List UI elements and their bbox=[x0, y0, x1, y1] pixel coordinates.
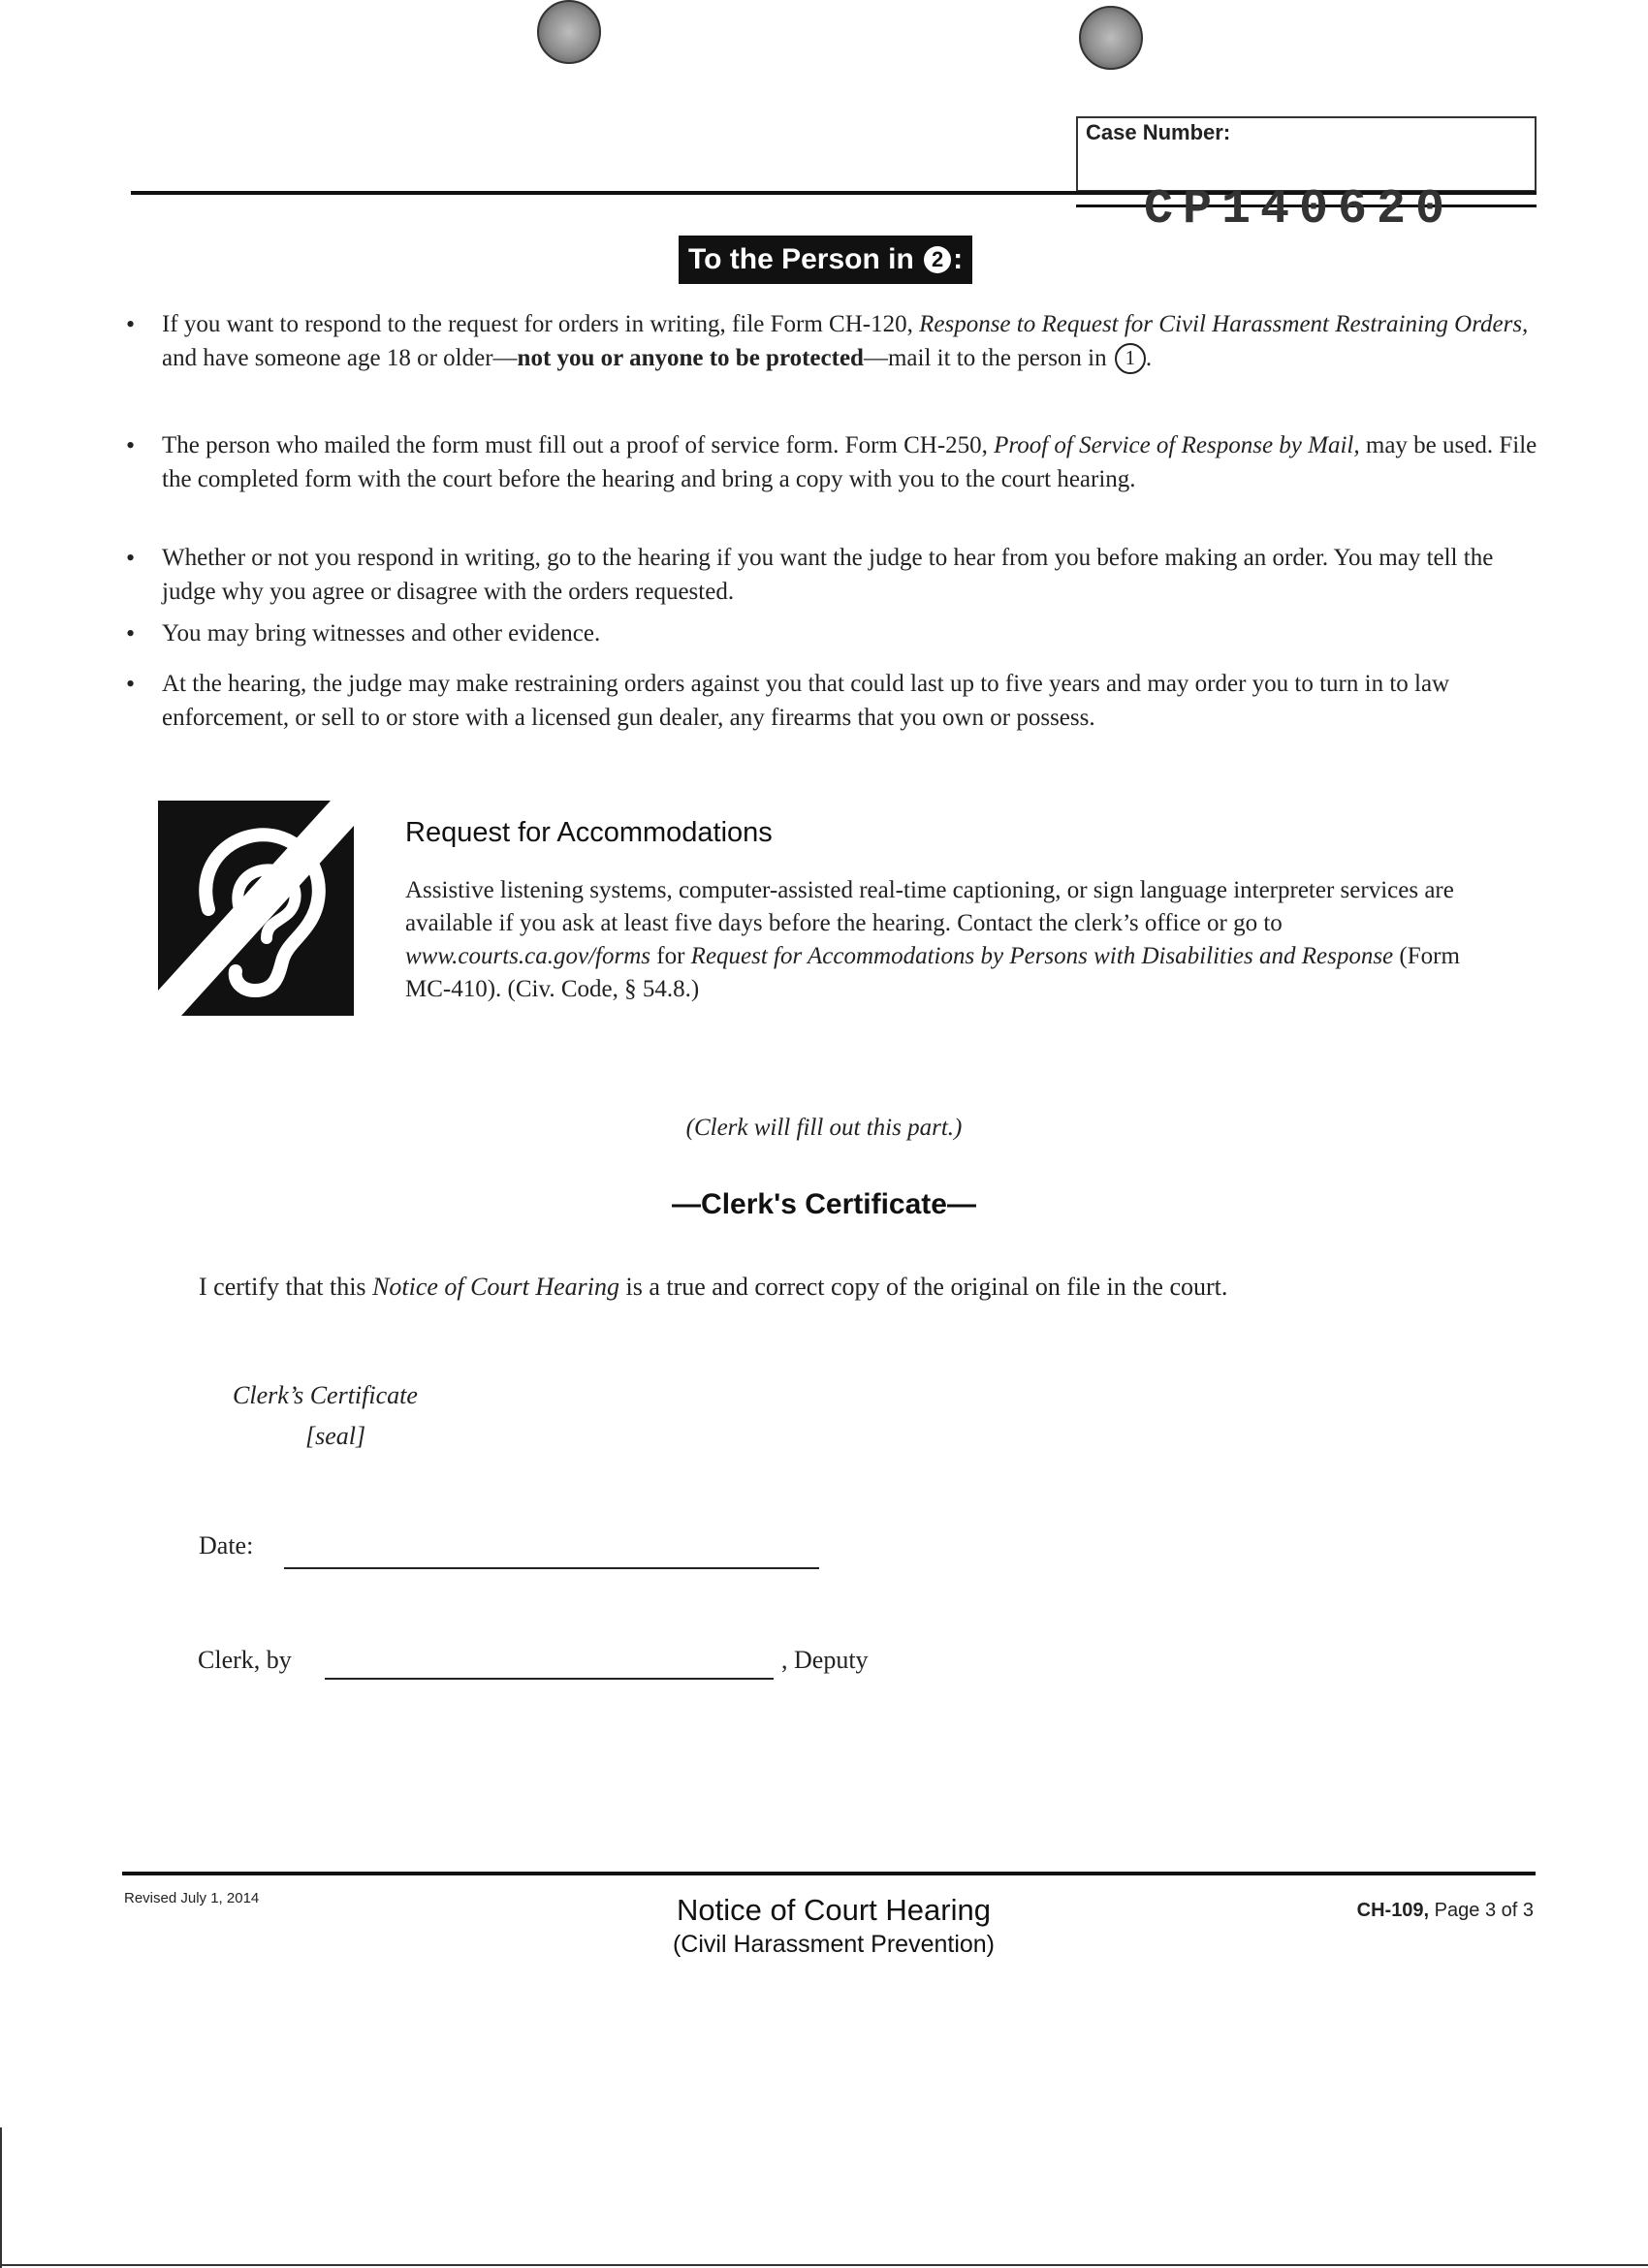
bullet-dot: • bbox=[126, 431, 136, 459]
date-label: Date: bbox=[199, 1531, 254, 1559]
footer-rule bbox=[122, 1872, 1536, 1875]
section-header-colon: : bbox=[953, 243, 964, 275]
seal-caption: Clerk’s Certificate bbox=[233, 1381, 418, 1409]
punch-hole-left bbox=[537, 0, 601, 64]
deputy-label: , Deputy bbox=[781, 1646, 869, 1674]
bullet-dot: • bbox=[126, 310, 136, 338]
section-header-text: To the Person in bbox=[688, 243, 914, 275]
form-title: Notice of Court Hearing bbox=[677, 1893, 991, 1927]
bullet-text: If you want to respond to the request for orders in writing, file Form CH-120, Response to Request for Civil Harassment Restraining Orders, and have someone age 18 or older—not you or anyone to be protected—mail it to the person in 1 . bbox=[162, 307, 1538, 375]
instruction-bullet bbox=[126, 667, 1537, 737]
punch-hole-right bbox=[1079, 6, 1143, 70]
case-number-stamp: CP140620 bbox=[1144, 182, 1455, 237]
date-field[interactable] bbox=[284, 1567, 819, 1569]
bullet-text: You may bring witnesses and other evidence. bbox=[162, 620, 601, 646]
bullet-text: The person who mailed the form must fill out a proof of service form. Form CH-250, Proof of Service of Response by Mail, may be used. File the completed form with the court before the hearing and bring a copy with you to the court hearing. bbox=[162, 432, 1537, 492]
bullet-text: Whether or not you respond in writing, go to the hearing if you want the judge to hear from you before making an order. You may tell the judge why you agree or disagree with the orders requested. bbox=[162, 545, 1494, 605]
form-page-number: CH-109, Page 3 of 3 bbox=[1356, 1900, 1534, 1921]
bullet-dot: • bbox=[126, 670, 136, 698]
section-header bbox=[679, 236, 972, 284]
clerk-certificate-heading: —Clerk's Certificate— bbox=[672, 1188, 976, 1220]
bullet-dot: • bbox=[126, 544, 136, 572]
circled-number: 1 bbox=[1115, 343, 1146, 374]
case-number-label: Case Number: bbox=[1086, 120, 1231, 144]
accommodations-title: Request for Accommodations bbox=[405, 817, 773, 848]
hearing-assistance-icon bbox=[158, 801, 354, 1016]
seal-placeholder: [seal] bbox=[305, 1422, 366, 1450]
form-subtitle: (Civil Harassment Prevention) bbox=[672, 1931, 996, 1958]
clerk-note: (Clerk will fill out this part.) bbox=[685, 1115, 963, 1141]
scan-border-bottom bbox=[0, 2264, 1648, 2266]
courts-forms-link: www.courts.ca.gov/forms bbox=[405, 943, 651, 969]
instruction-bullet bbox=[126, 307, 1537, 412]
accommodations-text: Assistive listening systems, computer-assisted real-time captioning, or sign language interpreter services are available if you ask at least five days before the hearing. Contact the clerk’s office or go to www.courts.ca.gov/forms for Request for Accommodations by Persons with Disabilities and Response (Form MC-410). (Civ. Code, § 54.8.) bbox=[405, 877, 1460, 1002]
instruction-bullet bbox=[126, 428, 1537, 533]
instruction-bullet bbox=[126, 541, 1537, 611]
section-number-badge: 2 bbox=[924, 246, 951, 273]
bullet-text: At the hearing, the judge may make restraining orders against you that could last up to five years and may order you to turn in to law enforcement, or sell to or store with a licensed gun dealer, any firearms that you own or possess. bbox=[162, 671, 1450, 731]
clerk-by-label: Clerk, by bbox=[198, 1646, 292, 1674]
case-number-box bbox=[1076, 116, 1537, 192]
revised-date: Revised July 1, 2014 bbox=[124, 1890, 260, 1906]
clerk-signature-field[interactable] bbox=[325, 1678, 774, 1680]
scan-border-left bbox=[0, 2127, 2, 2268]
bullet-dot: • bbox=[126, 619, 136, 647]
certification-statement: I certify that this Notice of Court Hearing is a true and correct copy of the original on file in the court. bbox=[199, 1273, 1228, 1301]
instruction-bullet bbox=[126, 616, 1537, 651]
